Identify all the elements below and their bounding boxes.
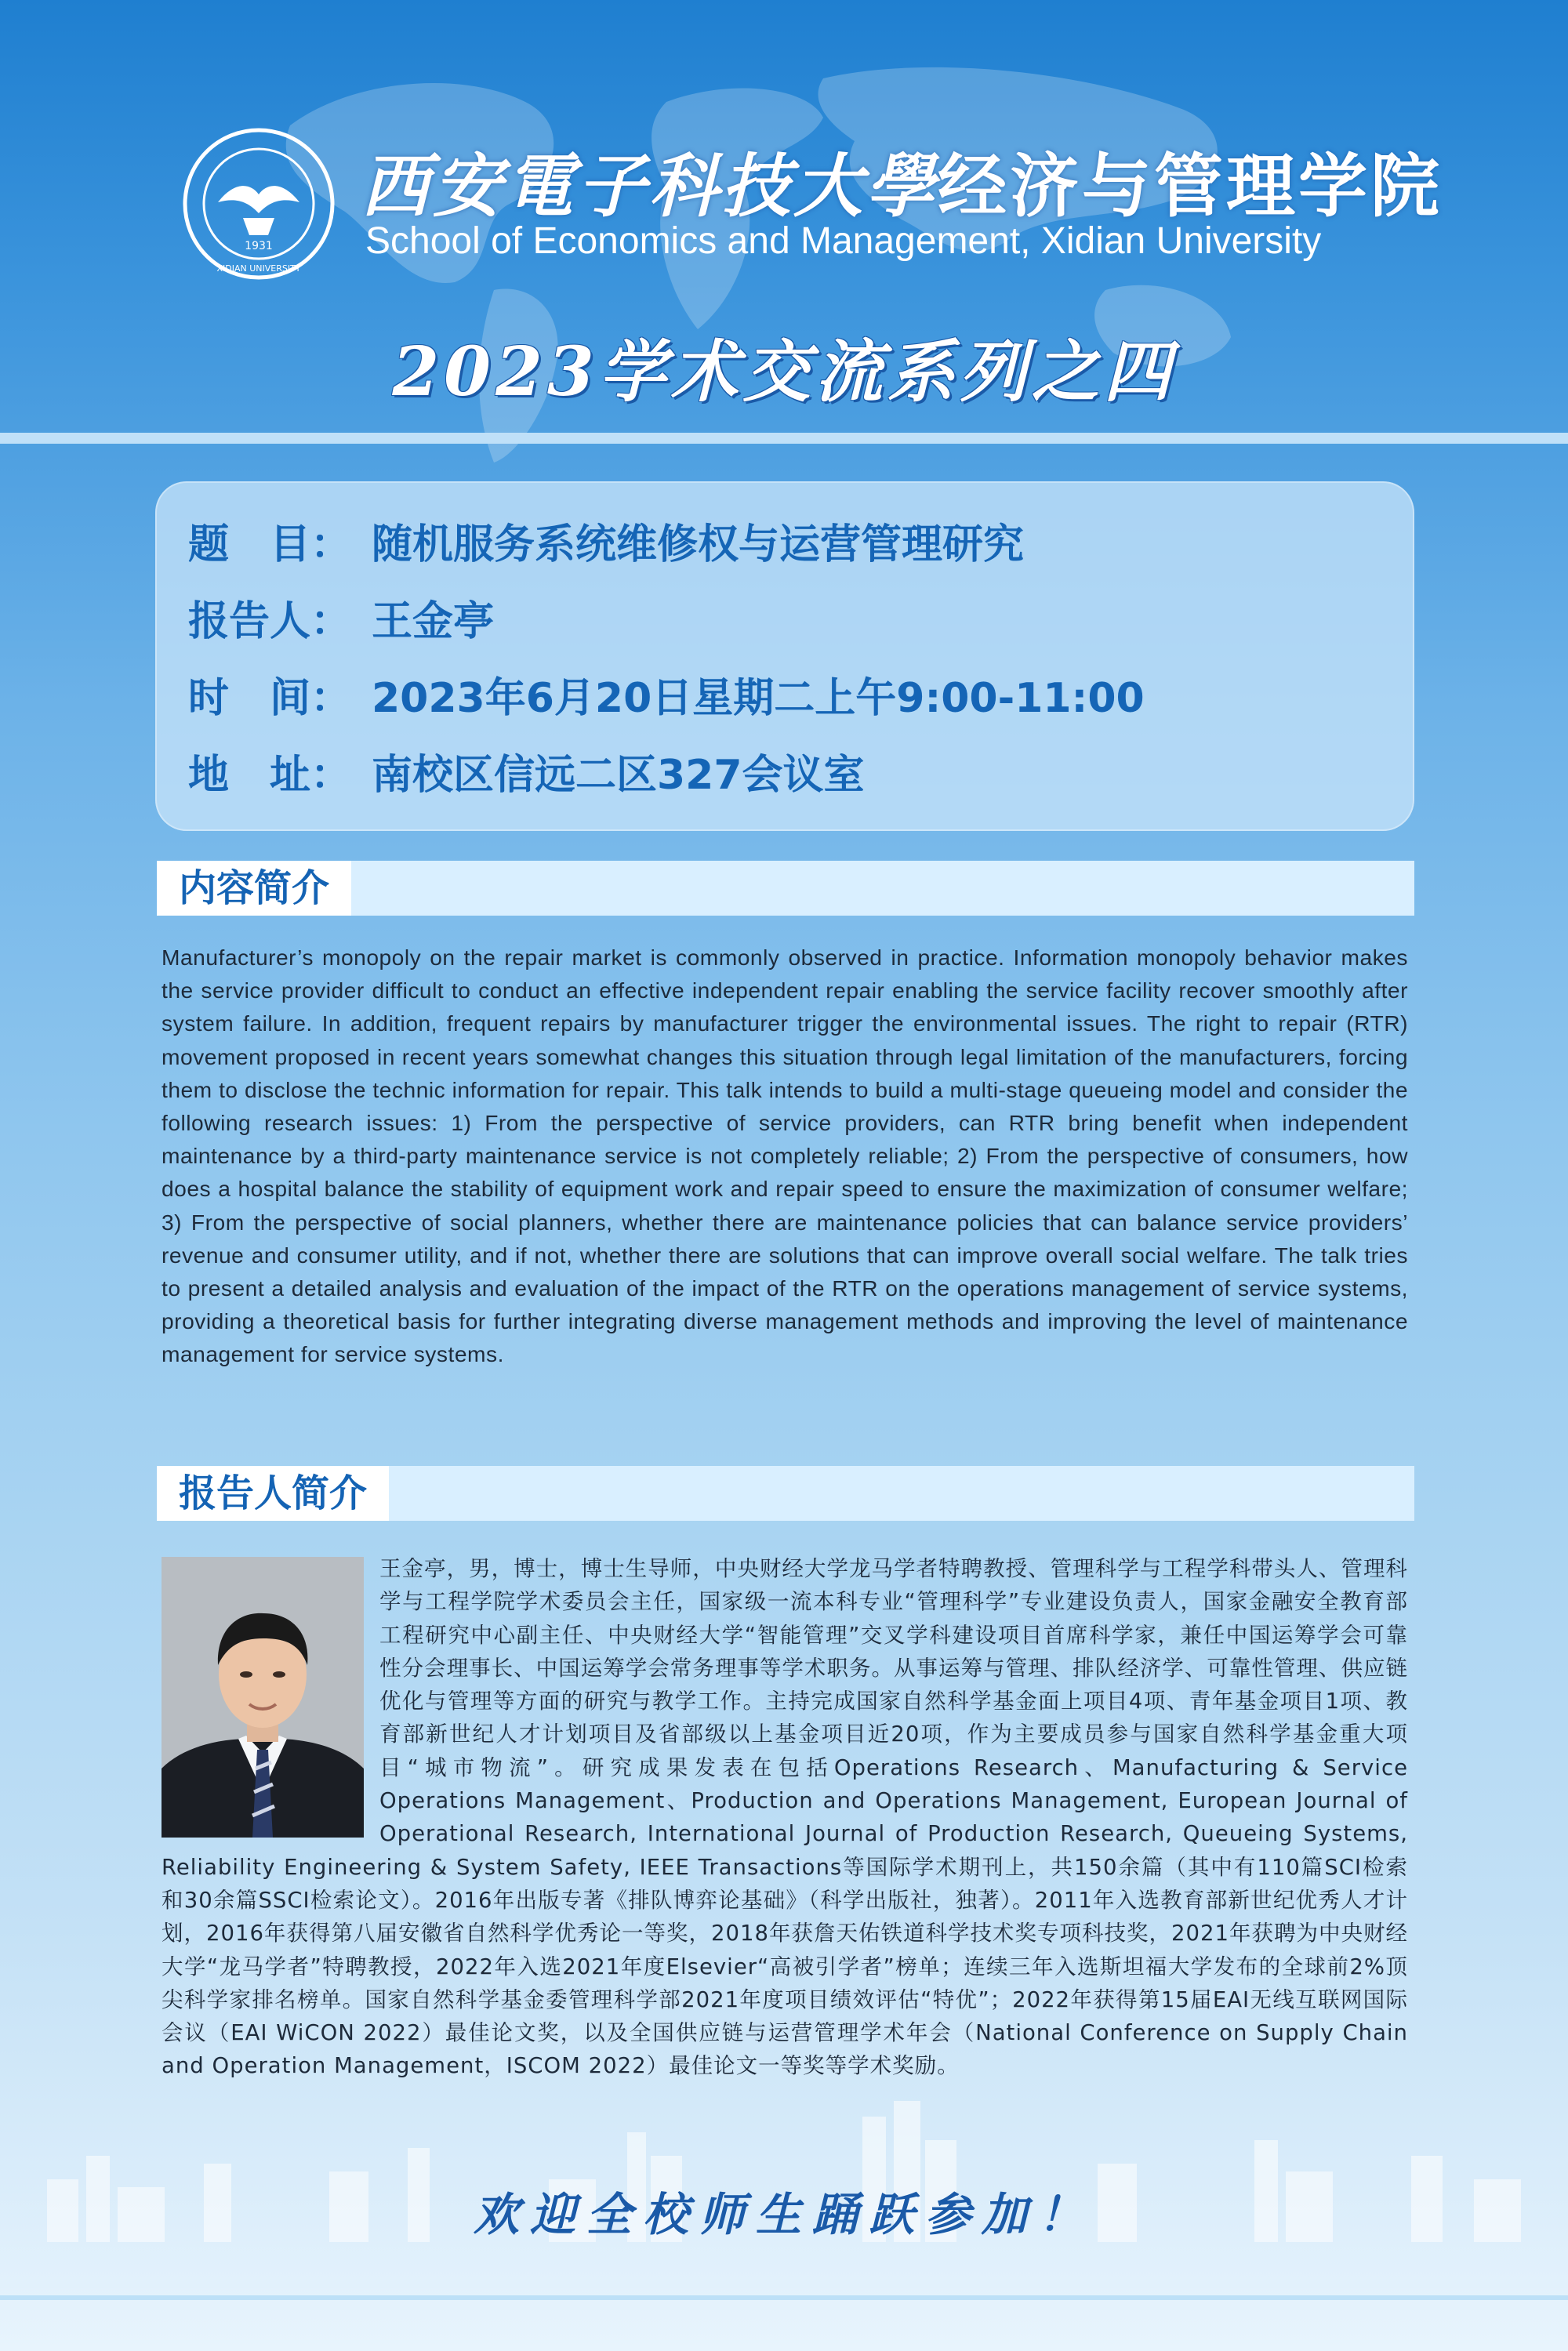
time-value: 2023年6月20日星期二上午9:00-11:00 bbox=[372, 675, 1145, 722]
speaker-label: 报告人： bbox=[188, 598, 352, 645]
school-title-cn bbox=[361, 132, 1443, 227]
lecture-info-box bbox=[155, 481, 1414, 831]
photo-spacer bbox=[162, 1552, 379, 1847]
topic-value: 随机服务系统维修权与运营管理研究 bbox=[372, 521, 1025, 568]
info-speaker-row bbox=[188, 588, 494, 647]
info-topic-row bbox=[188, 511, 1024, 570]
abstract-section-title: 内容简介 bbox=[157, 861, 351, 916]
bio-section-header bbox=[157, 1466, 1414, 1521]
info-place-row bbox=[188, 742, 865, 800]
bio-section-title: 报告人简介 bbox=[157, 1466, 389, 1521]
abstract-section-header bbox=[157, 861, 1414, 916]
time-label: 时 间： bbox=[188, 675, 352, 722]
footer-divider bbox=[0, 2295, 1568, 2300]
place-value: 南校区信远二区327会议室 bbox=[372, 752, 865, 799]
bio-block bbox=[162, 1552, 1408, 2083]
university-logo-icon bbox=[180, 125, 337, 282]
bio-text: 王金亭，男，博士，博士生导师，中央财经大学龙马学者特聘教授、管理科学与工程学科带头人、管理科学与工程学院学术委员会主任，国家级一流本科专业“管理科学”专业建设负责人，国家金融安全教育部工程研究中心副主任、中央财经大学“智能管理”交叉学科建设项目首席科学家，兼任中国运筹学会可靠性分会理事长、中国运筹学会常务理事等学术职务。从事运筹与管理、排队经济学、可靠性管理、供应链优化与管理等方面的研究与教学工作。主持完成国家自然科学基金面上项目4项、青年基金项目1项、教育部新世纪人才计划项目及省部级以上基金项目近20项，作为主要成员参与国家自然科学基金重大项目“城市物流”。研究成果发表在包括Operations Research、Manufacturing & Service Operations Management、Production and Operations Management, European Journal of Operational Research, International Journal of Production Research, Queueing Systems, Reliability Engineering & System Safety, IEEE Transactions等国际学术期刊上，共150余篇（其中有110篇SCI检索和30余篇SSCI检索论文）。2016年出版专著《排队博弈论基础》（科学出版社，独著）。2011年入选教育部新世纪优秀人才计划，2016年获得第八届安徽省自然科学优秀论一等奖，2018年获詹天佑铁道科学技术奖专项科技奖，2021年获聘为中央财经大学“龙马学者”特聘教授，2022年入选2021年度Elsevier“高被引学者”榜单；连续三年入选斯坦福大学发布的全球前2%顶尖科学家排名榜单。国家自然科学基金委管理科学部2021年度项目绩效评估“特优”；2022年获得第15届EAI无线互联网国际会议（EAI WiCON 2022）最佳论文奖，以及全国供应链与运营管理学术年会（National Conference on Supply Chain and Operation Management，ISCOM 2022）最佳论文一等奖等学术奖励。 bbox=[162, 1556, 1408, 2079]
place-label: 地 址： bbox=[188, 752, 352, 799]
welcome-banner: 欢迎全校师生踊跃参加！ bbox=[473, 2188, 1094, 2241]
logo-text: XIDIAN UNIVERSITY bbox=[216, 263, 301, 274]
header-divider bbox=[0, 433, 1568, 444]
info-time-row bbox=[188, 665, 1145, 724]
series-title: 2023学术交流系列之四 bbox=[392, 332, 1176, 412]
logo-year: 1931 bbox=[245, 240, 273, 252]
topic-label: 题 目： bbox=[188, 521, 352, 568]
abstract-text: Manufacturer’s monopoly on the repair market is commonly observed in practice. Information monopoly behavior makes the service provider difficult to conduct an effective independent repair enabling the service facility recover smoothly after system failure. In addition, frequent repairs by manufacturer trigger the environmental issues. The right to repair (RTR) movement proposed in recent years somewhat changes this situation through legal limitation of the manufacturers, forcing them to disclose the technic information for repair. This talk intends to build a multi-stage queueing model and consider the following research issues: 1) From the perspective of service providers, can RTR bring benefit when independent maintenance by a third-party maintenance service is not completely reliable; 2) From the perspective of consumers, how does a hospital balance the stability of equipment work and repair speed to ensure the maximization of consumer welfare; 3) From the perspective of social planners, whether there are maintenance policies that can balance service providers’ revenue and consumer utility, and if not, whether there are solutions that can improve overall social welfare. The talk tries to present a detailed analysis and evaluation of the impact of the RTR on the operations management of service systems, providing a theoretical basis for further integrating diverse management methods and improving the level of maintenance management for service systems. bbox=[162, 945, 1408, 1367]
speaker-value: 王金亭 bbox=[372, 598, 495, 645]
school-title-en: School of Economics and Management, Xidian University bbox=[365, 220, 1322, 262]
school-name-cn: 经济与管理学院 bbox=[938, 146, 1443, 227]
university-name-cn: 西安電子科技大學 bbox=[361, 145, 938, 227]
